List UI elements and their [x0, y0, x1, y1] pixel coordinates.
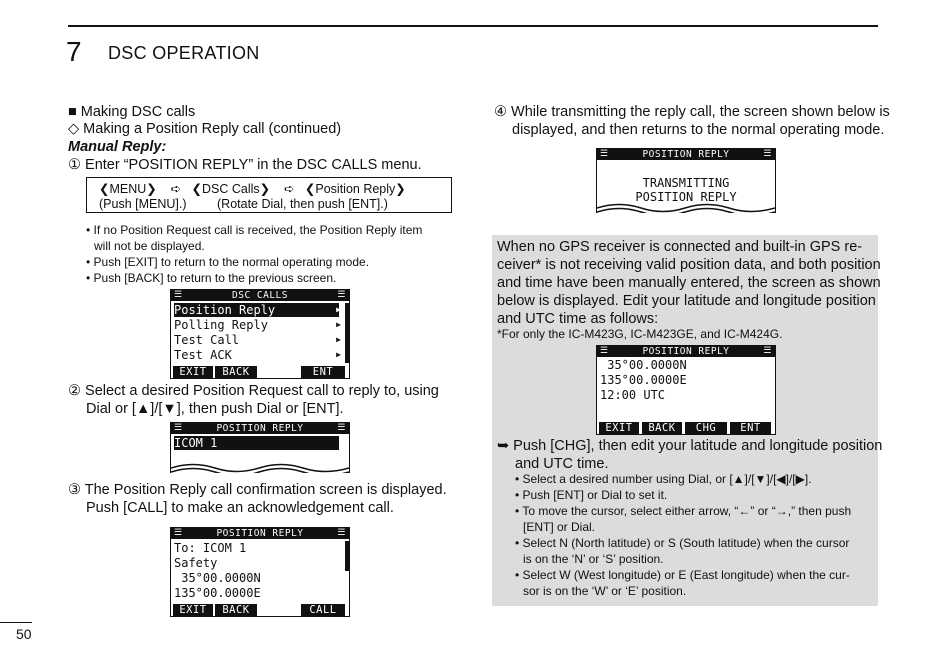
softkey-bar — [597, 421, 775, 434]
lcd-item-polling-reply[interactable]: Polling Reply — [174, 318, 268, 332]
chevron-right-icon: ▶ — [336, 335, 341, 344]
lcd-title-bar — [171, 290, 349, 301]
menu-icon: ☰ — [174, 290, 183, 300]
lcd-transmitting — [596, 148, 776, 213]
lcd-category-line: Safety — [174, 556, 218, 570]
chapter-title: DSC OPERATION — [108, 43, 260, 63]
step-3: ③ The Position Reply call confirmation screen is displayed. — [68, 482, 447, 498]
push-chg-instruction: ➥ Push [CHG], then edit your latitude and longitude position — [497, 438, 883, 454]
menu-icon: ☰ — [337, 528, 346, 538]
page-number: 50 — [16, 626, 32, 642]
gps-note-line: ceiver* is not receiving valid position data, and both position — [497, 257, 881, 273]
lcd-title-bar — [171, 423, 349, 434]
softkey-exit[interactable]: EXIT — [173, 604, 213, 616]
menu-path-push-menu: (Push [MENU].) — [99, 197, 187, 211]
menu-path-line: ❮MENU❯ ➪ ❮DSC Calls❯ ➪ ❮Position Reply❯ — [99, 182, 406, 196]
header-rule — [68, 25, 878, 27]
lcd-latitude-line: 35°00.0000N — [174, 571, 261, 585]
lcd-latitude-line: 35°00.0000N — [600, 358, 687, 372]
lcd-longitude-line: 135°00.0000E — [600, 373, 687, 387]
edit-bullet-3-cont: [ENT] or Dial. — [523, 520, 596, 534]
edit-bullet-5: • Select W (West longitude) or E (East longitude) when the cur- — [515, 567, 850, 583]
softkey-ent[interactable]: ENT — [730, 422, 771, 434]
softkey-call[interactable]: CALL — [301, 604, 345, 616]
chapter-number: 7 — [66, 36, 82, 67]
step-3-cont: Push [CALL] to make an acknowledgement call. — [86, 500, 394, 516]
softkey-chg[interactable]: CHG — [685, 422, 727, 434]
menu-icon: ☰ — [337, 423, 346, 433]
chevron-right-icon: ▶ — [336, 305, 341, 314]
manual-reply-label: Manual Reply: — [68, 139, 167, 155]
lcd-item-icom-1[interactable]: ICOM 1 — [174, 436, 339, 450]
lcd-item-test-ack[interactable]: Test ACK — [174, 348, 232, 362]
softkey-ent[interactable]: ENT — [301, 366, 345, 378]
lcd-title-bar — [171, 528, 349, 539]
lcd-to-line: To: ICOM 1 — [174, 541, 247, 555]
gps-note-line: and UTC time as follows: — [497, 311, 659, 327]
lcd-transmitting-line: TRANSMITTING — [642, 176, 730, 190]
chevron-right-icon: ▶ — [336, 350, 341, 359]
note-3: • Push [BACK] to return to the previous screen. — [86, 270, 336, 286]
softkey-bar — [171, 603, 349, 616]
softkey-back[interactable]: BACK — [215, 604, 257, 616]
lcd-title: DSC CALLS — [232, 290, 288, 301]
footer-rule — [0, 622, 32, 623]
gps-note-line: and time have been manually entered, the screen as shown — [497, 275, 881, 291]
screen-cut-wave — [597, 201, 775, 213]
softkey-exit[interactable]: EXIT — [173, 366, 213, 378]
lcd-position-reply-confirm — [170, 527, 350, 617]
menu-path-rotate: (Rotate Dial, then push [ENT].) — [217, 197, 388, 211]
edit-bullet-3: • To move the cursor, select either arrow, “←” or “→,” then push — [515, 503, 851, 519]
edit-bullet-4: • Select N (North latitude) or S (South latitude) when the cursor — [515, 535, 849, 551]
note-1-cont: will not be displayed. — [94, 239, 205, 253]
edit-bullet-2: • Push [ENT] or Dial to set it. — [515, 487, 667, 503]
softkey-bar — [171, 365, 349, 378]
scrollbar — [345, 541, 349, 571]
menu-icon: ☰ — [600, 149, 609, 159]
lcd-utc-line: 12:00 UTC — [600, 388, 666, 402]
push-chg-instruction-cont: and UTC time. — [515, 456, 609, 472]
lcd-longitude-line: 135°00.0000E — [174, 586, 261, 600]
lcd-title: POSITION REPLY — [642, 346, 730, 357]
lcd-dsc-calls — [170, 289, 350, 379]
menu-icon: ☰ — [763, 346, 772, 356]
lcd-title: POSITION REPLY — [642, 149, 730, 160]
lcd-item-position-reply[interactable]: Position Reply — [174, 303, 339, 317]
step-4: ④ While transmitting the reply call, the screen shown below is — [494, 104, 890, 120]
menu-icon: ☰ — [337, 290, 346, 300]
note-1: • If no Position Request call is received, the Position Reply item — [86, 222, 422, 238]
edit-bullet-4-cont: is on the ‘N’ or ‘S’ position. — [523, 552, 664, 566]
lcd-title-bar — [597, 346, 775, 357]
edit-bullet-5-cont: sor is on the ‘W’ or ‘E’ position. — [523, 584, 687, 598]
step-2: ② Select a desired Position Request call to reply to, using — [68, 383, 439, 399]
lcd-position-reply-select — [170, 422, 350, 473]
menu-icon: ☰ — [174, 528, 183, 538]
softkey-back[interactable]: BACK — [642, 422, 682, 434]
gps-note-line: below is displayed. Edit your latitude and longitude position — [497, 293, 876, 309]
lcd-position-reply-line: POSITION REPLY — [635, 190, 737, 204]
step-1: ① Enter “POSITION REPLY” in the DSC CALLS menu. — [68, 157, 422, 173]
menu-path-box — [86, 177, 452, 213]
scrollbar — [345, 303, 349, 363]
lcd-item-test-call[interactable]: Test Call — [174, 333, 240, 347]
menu-icon: ☰ — [600, 346, 609, 356]
screen-cut-wave — [171, 461, 349, 473]
gps-note-line: When no GPS receiver is connected and built-in GPS re- — [497, 239, 863, 255]
gps-footnote: *For only the IC-M423G, IC-M423GE, and IC-M424G. — [497, 327, 783, 341]
chevron-right-icon: ▶ — [336, 320, 341, 329]
menu-icon: ☰ — [763, 149, 772, 159]
section-heading: ■ Making DSC calls — [68, 104, 196, 120]
step-2-cont: Dial or [▲]/[▼], then push Dial or [ENT]. — [86, 401, 344, 417]
lcd-title: POSITION REPLY — [216, 528, 304, 539]
lcd-title-bar — [597, 149, 775, 160]
lcd-title: POSITION REPLY — [216, 423, 304, 434]
step-4-cont: displayed, and then returns to the normal operating mode. — [512, 122, 885, 138]
subsection-heading: ◇ Making a Position Reply call (continued) — [68, 121, 342, 137]
note-2: • Push [EXIT] to return to the normal operating mode. — [86, 254, 369, 270]
softkey-exit[interactable]: EXIT — [599, 422, 639, 434]
softkey-back[interactable]: BACK — [215, 366, 257, 378]
edit-bullet-1: • Select a desired number using Dial, or [▲]/[▼]/[◀]/[▶]. — [515, 471, 812, 487]
menu-icon: ☰ — [174, 423, 183, 433]
lcd-manual-position — [596, 345, 776, 435]
